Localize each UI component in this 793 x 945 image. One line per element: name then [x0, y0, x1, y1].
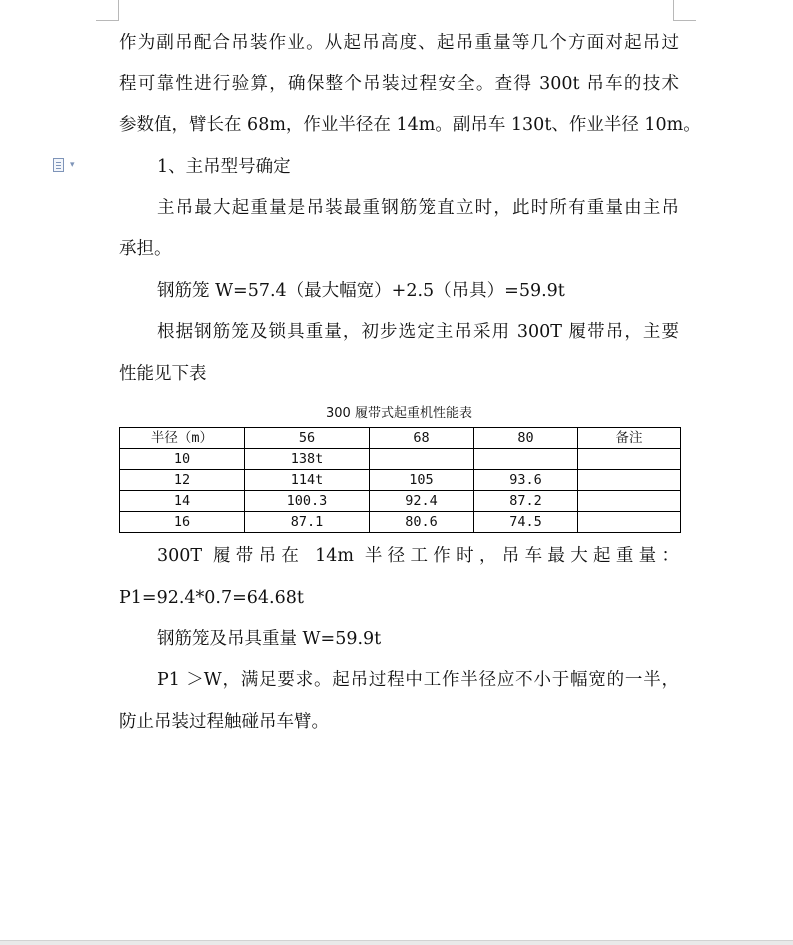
paragraph-line: 程可靠性进行验算，确保整个吊装过程安全。查得 300t 吊车的技术 [119, 74, 679, 94]
margin-corner-mark-right [673, 0, 696, 21]
table-row [120, 512, 681, 533]
section-heading: 1、主吊型号确定 [157, 157, 291, 177]
table-row [120, 491, 681, 512]
table-cell: 80.6 [370, 512, 474, 533]
header-cell: 备注 [578, 428, 681, 449]
paragraph-line: P1 ＞W，满足要求。起吊过程中工作半径应不小于幅宽的一半， [157, 670, 679, 690]
paragraph-line: 主吊最大起重量是吊装最重钢筋笼直立时，此时所有重量由主吊 [157, 198, 679, 218]
table-header-row [120, 428, 681, 449]
header-cell: 半径（m） [120, 428, 245, 449]
paragraph-line: 300T 履带吊在 14m 半径工作时，吊车最大起重量： [157, 546, 679, 566]
table-row [120, 470, 681, 491]
table-cell: 105 [370, 470, 474, 491]
table-cell: 93.6 [474, 470, 578, 491]
paragraph-line: 防止吊装过程触碰吊车臂。 [119, 712, 329, 732]
table-cell: 92.4 [370, 491, 474, 512]
paragraph-line: 参数值，臂长在 68m，作业半径在 14m。副吊车 130t、作业半径 10m。 [119, 115, 701, 135]
table-cell: 16 [120, 512, 245, 533]
header-cell: 80 [474, 428, 578, 449]
table-cell: 100.3 [245, 491, 370, 512]
table-cell: 14 [120, 491, 245, 512]
table-cell: 74.5 [474, 512, 578, 533]
table-cell [578, 512, 681, 533]
header-cell: 56 [245, 428, 370, 449]
table-title: 300 履带式起重机性能表 [326, 406, 472, 421]
table-cell: 87.1 [245, 512, 370, 533]
table-cell: 12 [120, 470, 245, 491]
formula-line: 钢筋笼及吊具重量 W=59.9t [157, 629, 382, 649]
table-cell [578, 449, 681, 470]
table-cell: 138t [245, 449, 370, 470]
paragraph-line: 承担。 [119, 239, 172, 259]
table-row [120, 449, 681, 470]
table-cell [578, 491, 681, 512]
formula-line: P1=92.4*0.7=64.68t [119, 588, 304, 608]
table-cell: 10 [120, 449, 245, 470]
paragraph-line: 作为副吊配合吊装作业。从起吊高度、起吊重量等几个方面对起吊过 [119, 33, 679, 53]
margin-corner-mark-left [96, 0, 119, 21]
paragraph-line: 根据钢筋笼及锁具重量，初步选定主吊采用 300T 履带吊，主要 [157, 322, 679, 342]
paragraph-line: 性能见下表 [119, 364, 207, 384]
page-bottom-edge [0, 940, 793, 945]
table-cell [578, 470, 681, 491]
chevron-down-icon[interactable]: ▾ [70, 160, 75, 170]
paragraph-layout-icon[interactable] [53, 158, 64, 172]
table-cell [474, 449, 578, 470]
formula-line: 钢筋笼 W=57.4（最大幅宽）+2.5（吊具）=59.9t [157, 281, 565, 301]
header-cell: 68 [370, 428, 474, 449]
crane-performance-table [119, 427, 681, 533]
table-cell: 87.2 [474, 491, 578, 512]
table-cell [370, 449, 474, 470]
table-cell: 114t [245, 470, 370, 491]
